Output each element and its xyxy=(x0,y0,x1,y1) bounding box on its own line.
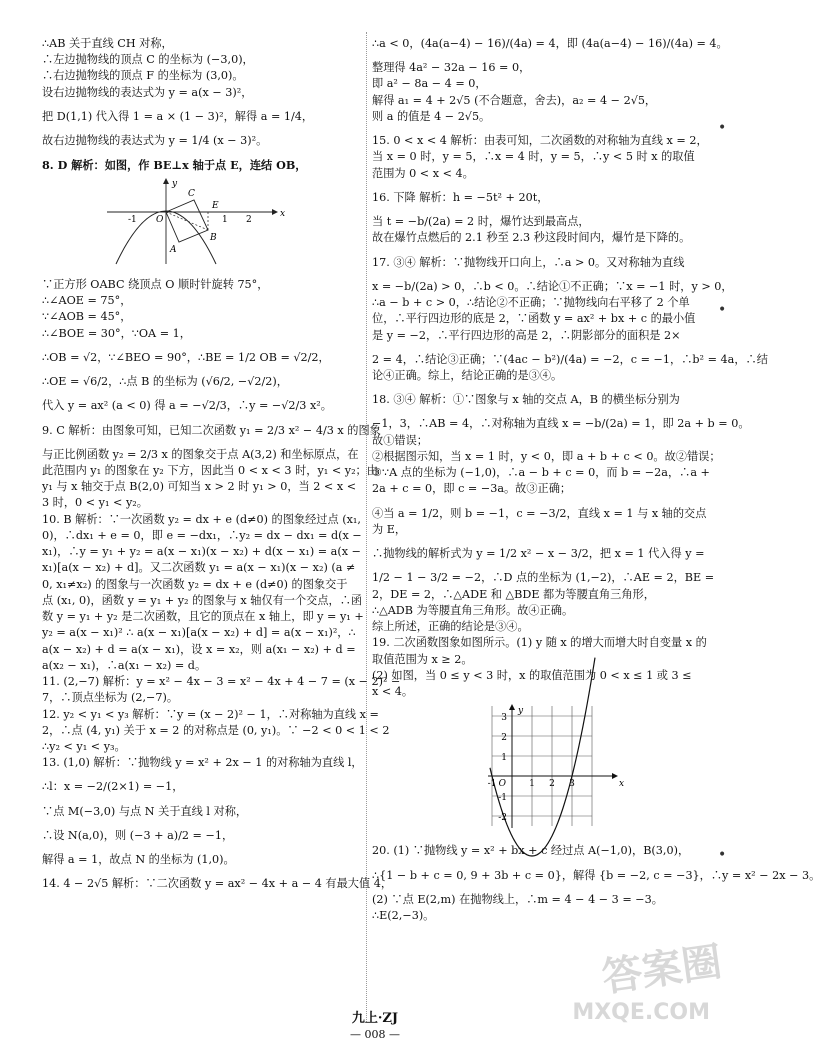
tick-label: 2 xyxy=(246,214,252,225)
parabola-grid-graph xyxy=(482,704,625,832)
text-line: 13. (1,0) 解析：∵抛物线 y = x² + 2x − 1 的对称轴为直线 l， xyxy=(42,756,363,770)
x-tick-label: 1 xyxy=(529,779,535,790)
text-line: ∴设 N(a,0)，则 (−3 + a)/2 = −1， xyxy=(42,828,234,842)
text-line: 解得 a = 1，故点 N 的坐标为 (1,0)。 xyxy=(42,853,235,867)
text-line: ∵点 M(−3,0) 与点 N 关于直线 l 对称， xyxy=(42,804,248,818)
text-line: ∴右边抛物线的顶点 F 的坐标为 (3,0)。 xyxy=(42,69,244,83)
y-tick-label: 2 xyxy=(501,733,507,744)
y-tick-label: 1 xyxy=(501,753,507,764)
point-label-a: A xyxy=(170,244,177,255)
y-axis-arrow xyxy=(509,704,515,710)
origin-label: O xyxy=(156,214,164,225)
text-line: x₁)[a(x − x₂) + d]。又二次函数 y₁ = a(x − x₁)(x − x₂) (a ≠ xyxy=(42,561,356,575)
text-line: 2a + c = 0，即 c = −3a。故③正确； xyxy=(372,482,572,496)
x-axis-arrow xyxy=(272,209,278,215)
text-line: 2 = 4，∴结论③正确；∵(4ac − b²)/(4a) = −2，c = −1，∴b² = 4a，∴结 xyxy=(372,352,768,366)
y-tick-label: -1 xyxy=(498,793,507,804)
text-line: 9. C 解析：由图象可知，已知二次函数 y₁ = 2/3 x² − 4/3 x 的图象 xyxy=(42,423,381,437)
text-line: (2) 如图，当 0 ≤ y < 3 时，x 的取值范围为 0 < x ≤ 1 或 3 ≤ xyxy=(372,668,692,682)
text-line: 为 E， xyxy=(372,522,407,536)
text-line: x = −b/(2a) > 0，∴b < 0。∴结论①不正确；∵x = −1 时，y > 0， xyxy=(372,279,733,293)
text-line: 0)，∴dx₁ + e = 0，即 e = −dx₁，∴y₂ = dx − dx₁ = d(x − xyxy=(42,528,362,542)
text-line: 20. (1) ∵抛物线 y = x² + bx + c 经过点 A(−1,0)，B(3,0)， xyxy=(372,844,690,858)
text-line: 当 t = −b/(2a) = 2 时，爆竹达到最高点， xyxy=(372,215,590,229)
watermark-url: MXQE.COM xyxy=(572,1000,710,1026)
text-line: ∴y₂ < y₁ < y₃。 xyxy=(42,739,126,753)
grid-lines xyxy=(492,706,592,826)
column-divider xyxy=(366,32,367,1022)
text-line: 点 (x₁, 0)，函数 y = y₁ + y₂ 的图象与 x 轴仅有一个交点，∴函 xyxy=(42,593,363,607)
text-line: 0, x₁≠x₂) 的图象与一次函数 y₂ = dx + e (d≠0) 的图象交于 xyxy=(42,577,348,591)
text-line: 位，∴平行四边形的底是 2，∵函数 y = ax² + bx + c 的最小值 xyxy=(372,312,696,326)
text-line: ②根据图示知，当 x = 1 时，y < 0，即 a + b + c < 0。故②错误； xyxy=(372,449,721,463)
text-line: 7，∴顶点坐标为 (2,−7)。 xyxy=(42,691,179,705)
text-line: ∴抛物线的解析式为 y = 1/2 x² − x − 3/2，把 x = 1 代入得 y = xyxy=(372,547,705,561)
text-line: 17. ③④ 解析：∵抛物线开口向上，∴a > 0。又对称轴为直线 xyxy=(372,255,685,269)
text-line: ∴OB = √2，∵∠BEO = 90°，∴BE = 1/2 OB = √2/2， xyxy=(42,350,330,364)
text-line: ∴{1 − b + c = 0, 9 + 3b + c = 0}，解得 {b = −2, c = −3}，∴y = x² − 2x − 3。 xyxy=(372,868,820,882)
footer-title: 九上·ZJ xyxy=(351,1011,399,1026)
text-line: 故在爆竹点燃后的 2.1 秒至 2.3 秒这段时间内，爆竹是下降的。 xyxy=(372,231,691,245)
margin-dot: • xyxy=(718,120,727,136)
text-line: 当 x = 0 时，y = 5，∴x = 4 时，y = 5，∴y < 5 时 x 的取值 xyxy=(372,150,695,164)
text-line: −1，3，∴AB = 4，∴对称轴为直线 x = −b/(2a) = 1，即 2a + b = 0。 xyxy=(372,417,750,431)
x-axis-label: x xyxy=(619,779,625,790)
y-tick-label: 3 xyxy=(501,713,507,724)
text-line: 16. 下降 解析：h = −5t² + 20t， xyxy=(372,190,549,204)
text-line: 15. 0 < x < 4 解析：由表可知，二次函数的对称轴为直线 x = 2， xyxy=(372,134,708,148)
text-line: 范围为 0 < x < 4。 xyxy=(372,166,474,180)
point-label-e: E xyxy=(212,200,219,211)
text-line: 与正比例函数 y₂ = 2/3 x 的图象交于点 A(3,2) 和坐标原点，在 xyxy=(42,447,359,461)
rotated-square-parabola-graph xyxy=(102,178,292,266)
text-line: y₂ = a(x − x₁)² ∴ a(x − x₁)[a(x − x₂) + d] = a(x − x₁)²，∴ xyxy=(42,626,356,640)
text-line: 故右边抛物线的表达式为 y = 1/4 (x − 3)²。 xyxy=(42,134,268,148)
y-axis-label: y xyxy=(172,178,178,189)
watermark-logo: 答案圈 xyxy=(599,938,725,1002)
x-axis-label: x xyxy=(280,208,286,219)
text-line: ∴l：x = −2/(2×1) = −1， xyxy=(42,780,184,794)
text-line: 综上所述，正确的结论是③④。 xyxy=(372,620,529,634)
text-line: 取值范围为 x ≥ 2。 xyxy=(372,652,473,666)
text-line: ∴a < 0，(4a(a−4) − 16)/(4a) = 4，即 (4a(a−4) − 16)/(4a) = 4。 xyxy=(372,37,728,50)
text-line: a(x − x₂) + d = a(x − x₁)，设 x = x₂，则 a(x₁ − x₂) + d = xyxy=(42,642,356,656)
point-label-c: C xyxy=(188,188,195,199)
text-line: x < 4。 xyxy=(372,684,414,698)
text-line: 数 y = y₁ + y₂ 是二次函数，且它的顶点在 x 轴上，即 y = y₁ + xyxy=(42,610,364,624)
q8-head: 8. D 解析：如图，作 BE⊥x 轴于点 E，连结 OB， xyxy=(42,158,307,173)
y-axis-arrow xyxy=(163,178,169,184)
page-number: — 008 — xyxy=(350,1028,400,1041)
point-label-b: B xyxy=(210,232,217,243)
text-line: 19. 二次函数图象如图所示。(1) y 随 x 的增大而增大时自变量 x 的 xyxy=(372,636,707,650)
y-axis-label: y xyxy=(518,706,524,717)
text-line: 14. 4 − 2√5 解析：∵二次函数 y = ax² − 4x + a − 4 有最大值 4， xyxy=(42,877,393,891)
text-line: ③∵A 点的坐标为 (−1,0)，∴a − b + c = 0，而 b = −2a，∴a + xyxy=(372,466,710,480)
text-line: x₁)，∴y = y₁ + y₂ = a(x − x₁)(x − x₂) + d(x − x₁) = a(x − xyxy=(42,545,361,559)
x-tick-label: 2 xyxy=(549,779,555,790)
y-tick-label: -2 xyxy=(498,813,507,824)
text-line: ∴∠AOE = 75°， xyxy=(42,294,132,308)
right-column xyxy=(372,36,820,924)
origin-label: O xyxy=(498,779,506,790)
tick-label: -1 xyxy=(128,214,137,225)
q19-figure xyxy=(372,704,707,837)
text-line: 则 a 的值是 4 − 2√5。 xyxy=(372,109,491,123)
text-line: (2) ∵点 E(2,m) 在抛物线上，∴m = 4 − 4 − 3 = −3。 xyxy=(372,892,663,906)
x-tick-label: 3 xyxy=(569,779,575,790)
text-line: y₁ 与 x 轴交于点 B(2,0) 可知当 x > 2 时 y₁ > 0，当 2 < x < xyxy=(42,480,357,494)
text-line: 2，DE = 2，∴△ADE 和 △BDE 都为等腰直角三角形， xyxy=(372,587,655,601)
text-line: ∴E(2,−3)。 xyxy=(372,909,435,923)
text-line: ∵∠AOB = 45°， xyxy=(42,310,132,324)
tick-label: 1 xyxy=(222,214,228,225)
text-line: ∴a − b + c > 0，∴结论②不正确；∵抛物线向右平移了 2 个单 xyxy=(372,296,690,310)
text-line: ∵正方形 OABC 绕顶点 O 顺时针旋转 75°， xyxy=(42,277,269,291)
text-line: ④当 a = 1/2，则 b = −1，c = −3/2，直线 x = 1 与 x 轴的交点 xyxy=(372,506,707,520)
text-line: 18. ③④ 解析：①∵图象与 x 轴的交点 A，B 的横坐标分别为 xyxy=(372,393,680,407)
text-line: 10. B 解析：∵一次函数 y₂ = dx + e (d≠0) 的图象经过点 (x₁, xyxy=(42,512,361,526)
x-axis-arrow xyxy=(612,773,618,779)
text-line: 此范围内 y₁ 的图象在 y₂ 下方，因此当 0 < x < 3 时，y₁ < y₂；由 xyxy=(42,463,378,477)
text-line: ∴△ADB 为等腰直角三角形。故④正确。 xyxy=(372,603,574,617)
text-line: 3 时，0 < y₁ < y₂。 xyxy=(42,496,148,510)
text-line: 2，∴点 (4, y₁) 关于 x = 2 的对称点是 (0, y₁)。∵ −2 < 0 < 1 < 2 xyxy=(42,723,390,737)
margin-dot: • xyxy=(718,847,727,863)
text-line: 是 y = −2，∴平行四边形的高是 2，∴阴影部分的面积是 2× xyxy=(372,328,681,342)
text-line: ∴AB 关于直线 CH 对称， xyxy=(42,37,173,50)
text-line: a(x₂ − x₁)，∴a(x₁ − x₂) = d。 xyxy=(42,658,207,672)
margin-dot: • xyxy=(718,302,727,318)
text-line: 论④正确。综上，结论正确的是③④。 xyxy=(372,368,563,382)
text-line: 把 D(1,1) 代入得 1 = a × (1 − 3)²，解得 a = 1/4， xyxy=(42,109,314,123)
text-line: 1/2 − 1 − 3/2 = −2，∴D 点的坐标为 (1,−2)，∴AE = 2，BE = xyxy=(372,571,715,585)
text-line: 即 a² − 8a − 4 = 0， xyxy=(372,77,487,91)
text-line: 整理得 4a² − 32a − 16 = 0， xyxy=(372,61,531,75)
text-line: 代入 y = ax² (a < 0) 得 a = −√2/3，∴y = −√2/3 x²。 xyxy=(42,399,332,413)
q8-figure xyxy=(42,178,364,271)
text-line: ∴左边抛物线的顶点 C 的坐标为 (−3,0)， xyxy=(42,53,254,67)
text-line: 设右边抛物线的表达式为 y = a(x − 3)²， xyxy=(42,85,253,99)
text-line: ∴∠BOE = 30°，∵OA = 1， xyxy=(42,326,191,340)
text-line: ∴OE = √6/2，∴点 B 的坐标为 (√6/2, −√2/2)， xyxy=(42,375,288,389)
text-line: 11. (2,−7) 解析：y = x² − 4x − 3 = x² − 4x + 4 − 7 = (x − 2)² − xyxy=(42,675,401,689)
x-tick-label: -1 xyxy=(487,779,497,790)
text-line: 故①错误； xyxy=(372,433,428,447)
text-line: 12. y₂ < y₁ < y₃ 解析：∵y = (x − 2)² − 1，∴对称轴为直线 x = xyxy=(42,707,379,721)
text-line: 解得 a₁ = 4 + 2√5 (不合题意，舍去)，a₂ = 4 − 2√5， xyxy=(372,93,657,107)
